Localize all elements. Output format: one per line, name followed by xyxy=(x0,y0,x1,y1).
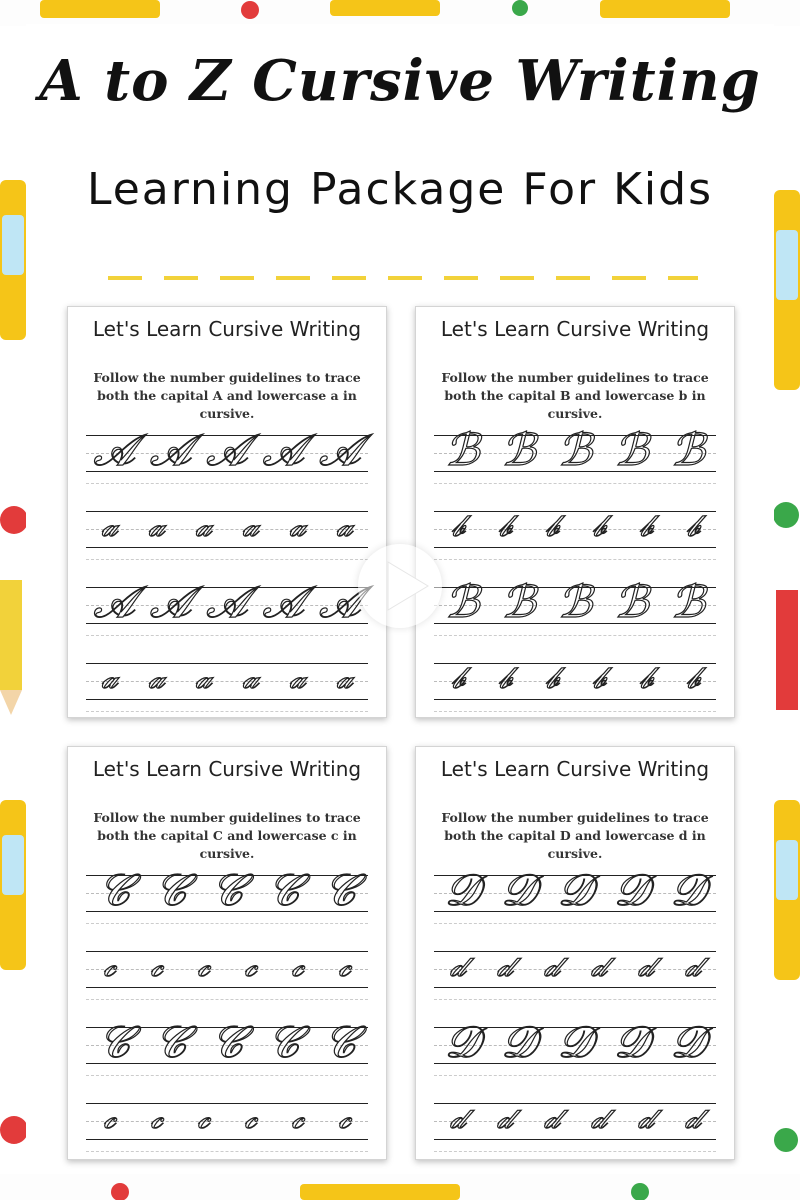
trace-letter[interactable]: 𝒜 xyxy=(93,577,135,628)
trace-letter[interactable]: 𝒞 xyxy=(267,865,300,916)
letter-group xyxy=(86,1095,368,1141)
trace-letter[interactable]: ℬ xyxy=(557,425,593,476)
trace-letter[interactable]: 𝒹 xyxy=(543,949,560,984)
trace-letter[interactable]: 𝒞 xyxy=(98,865,131,916)
tracing-rows xyxy=(416,417,734,718)
play-icon xyxy=(358,544,442,628)
trace-letter[interactable]: 𝒶 xyxy=(242,661,259,696)
trace-letter[interactable]: 𝒶 xyxy=(289,509,306,544)
letter-group xyxy=(86,943,368,989)
trace-letter[interactable]: 𝒟 xyxy=(670,1017,706,1068)
trace-letter[interactable]: ℬ xyxy=(614,577,649,628)
tracing-row xyxy=(416,493,734,569)
trace-letter[interactable]: 𝒟 xyxy=(670,865,706,916)
guide-line xyxy=(434,635,716,636)
trace-letter[interactable]: 𝒹 xyxy=(637,1101,654,1136)
trace-letter[interactable]: 𝒷 xyxy=(639,509,652,544)
trace-letter[interactable]: 𝒸 xyxy=(338,1101,351,1136)
trace-letter[interactable]: 𝒹 xyxy=(543,1101,560,1136)
worksheet-a[interactable] xyxy=(67,306,387,718)
trace-letter[interactable]: 𝒸 xyxy=(150,1101,163,1136)
guide-line xyxy=(86,1151,368,1152)
page-subtitle: Learning Package For Kids xyxy=(86,164,714,215)
guide-line xyxy=(434,1151,716,1152)
trace-letter[interactable]: ℬ xyxy=(444,425,480,476)
trace-letter[interactable]: 𝒷 xyxy=(451,661,464,696)
trace-letter[interactable]: 𝒸 xyxy=(150,949,163,984)
trace-letter[interactable]: 𝒹 xyxy=(684,1101,701,1136)
trace-letter[interactable]: 𝒷 xyxy=(545,661,558,696)
border-pattern-top xyxy=(0,0,800,26)
guide-line xyxy=(86,483,368,484)
letter-group xyxy=(434,1017,716,1068)
guide-line xyxy=(86,1075,368,1076)
trace-letter[interactable]: 𝒟 xyxy=(613,865,649,916)
trace-letter[interactable]: ℬ xyxy=(614,425,649,476)
guide-line xyxy=(86,711,368,712)
tracing-row xyxy=(416,645,734,718)
guide-line xyxy=(434,999,716,1000)
tracing-row xyxy=(68,645,386,718)
trace-letter[interactable]: 𝒷 xyxy=(451,509,464,544)
border-pattern-right xyxy=(774,0,800,1200)
worksheet-instruction: Follow the number guidelines to trace both the capital B and lowercase b in cursive. xyxy=(441,370,709,421)
tracing-row xyxy=(68,417,386,493)
trace-letter[interactable]: ℬ xyxy=(444,577,480,628)
trace-letter[interactable]: 𝒞 xyxy=(267,1017,300,1068)
worksheet-instruction: Follow the number guidelines to trace both the capital A and lowercase a in cursive. xyxy=(93,370,361,421)
letter-group xyxy=(434,425,716,476)
trace-letter[interactable]: 𝒞 xyxy=(323,865,356,916)
trace-letter[interactable]: 𝒟 xyxy=(444,1017,480,1068)
worksheet-instruction: Follow the number guidelines to trace both the capital D and lowercase d in cursive. xyxy=(441,810,709,861)
trace-letter[interactable]: 𝒞 xyxy=(154,1017,187,1068)
trace-letter[interactable]: 𝒶 xyxy=(336,661,353,696)
trace-letter[interactable]: 𝒶 xyxy=(148,661,165,696)
letter-group xyxy=(434,655,716,701)
trace-letter[interactable]: 𝒷 xyxy=(686,661,699,696)
trace-letter[interactable]: 𝒶 xyxy=(195,661,212,696)
guide-line xyxy=(86,923,368,924)
guide-line xyxy=(86,999,368,1000)
worksheet-d[interactable] xyxy=(415,746,735,1160)
trace-letter[interactable]: 𝒷 xyxy=(592,509,605,544)
letter-group xyxy=(434,865,716,916)
trace-letter[interactable]: 𝒟 xyxy=(557,1017,593,1068)
tracing-row xyxy=(416,933,734,1009)
worksheet-instruction: Follow the number guidelines to trace both the capital C and lowercase c in cursive. xyxy=(93,810,361,861)
trace-letter[interactable]: 𝒷 xyxy=(545,509,558,544)
worksheet-b[interactable] xyxy=(415,306,735,718)
tracing-rows xyxy=(416,857,734,1160)
trace-letter[interactable]: 𝒸 xyxy=(291,949,304,984)
trace-letter[interactable]: 𝒞 xyxy=(98,1017,131,1068)
trace-letter[interactable]: 𝒸 xyxy=(197,1101,210,1136)
trace-letter[interactable]: 𝒜 xyxy=(149,425,192,476)
trace-letter[interactable]: 𝒸 xyxy=(103,1101,116,1136)
tracing-row xyxy=(416,857,734,933)
trace-letter[interactable]: 𝒸 xyxy=(244,949,257,984)
trace-letter[interactable]: 𝒶 xyxy=(101,661,118,696)
trace-letter[interactable]: 𝒜 xyxy=(93,425,135,476)
trace-letter[interactable]: 𝒶 xyxy=(101,509,118,544)
trace-letter[interactable]: 𝒹 xyxy=(590,949,607,984)
letter-group xyxy=(86,577,368,628)
trace-letter[interactable]: ℬ xyxy=(670,577,706,628)
trace-letter[interactable]: 𝒸 xyxy=(244,1101,257,1136)
tracing-row xyxy=(68,1085,386,1160)
tracing-rows xyxy=(68,857,386,1160)
guide-line xyxy=(434,711,716,712)
trace-letter[interactable]: 𝒷 xyxy=(498,509,511,544)
trace-letter[interactable]: 𝒹 xyxy=(496,949,513,984)
trace-letter[interactable]: 𝒹 xyxy=(449,949,466,984)
tracing-rows xyxy=(68,417,386,718)
trace-letter[interactable]: 𝒶 xyxy=(195,509,212,544)
guide-line xyxy=(434,559,716,560)
trace-letter[interactable]: ℬ xyxy=(557,577,593,628)
letter-group xyxy=(434,503,716,549)
trace-letter[interactable]: 𝒞 xyxy=(210,865,244,916)
trace-letter[interactable]: 𝒜 xyxy=(318,425,361,476)
trace-letter[interactable]: 𝒹 xyxy=(590,1101,607,1136)
trace-letter[interactable]: 𝒶 xyxy=(289,661,306,696)
guide-line xyxy=(434,1075,716,1076)
tracing-row xyxy=(68,933,386,1009)
letter-group xyxy=(434,943,716,989)
guide-line xyxy=(86,635,368,636)
trace-letter[interactable]: ℬ xyxy=(670,425,706,476)
tracing-row xyxy=(416,1085,734,1160)
trace-letter[interactable]: 𝒜 xyxy=(318,577,361,628)
trace-letter[interactable]: 𝒜 xyxy=(262,577,305,628)
trace-letter[interactable]: 𝒸 xyxy=(197,949,210,984)
trace-letter[interactable]: 𝒸 xyxy=(338,949,351,984)
play-button[interactable] xyxy=(358,544,442,628)
trace-letter[interactable]: 𝒶 xyxy=(242,509,259,544)
trace-letter[interactable]: 𝒸 xyxy=(103,949,116,984)
trace-letter[interactable]: 𝒷 xyxy=(639,661,652,696)
tracing-row xyxy=(68,569,386,645)
worksheet-heading: Let's Learn Cursive Writing xyxy=(92,317,362,341)
tracing-row xyxy=(416,1009,734,1085)
border-pattern-left xyxy=(0,0,26,1200)
letter-group xyxy=(86,1017,368,1068)
trace-letter[interactable]: 𝒶 xyxy=(336,509,353,544)
yellow-dashed-divider xyxy=(108,274,698,282)
worksheet-c[interactable] xyxy=(67,746,387,1160)
letter-group xyxy=(86,655,368,701)
trace-letter[interactable]: 𝒞 xyxy=(323,1017,356,1068)
trace-letter[interactable]: 𝒜 xyxy=(149,577,192,628)
trace-letter[interactable]: 𝒟 xyxy=(501,1017,537,1068)
trace-letter[interactable]: 𝒟 xyxy=(613,1017,649,1068)
trace-letter[interactable]: 𝒷 xyxy=(498,661,511,696)
trace-letter[interactable]: 𝒜 xyxy=(206,577,248,628)
trace-letter[interactable]: ℬ xyxy=(501,425,536,476)
letter-group xyxy=(86,503,368,549)
page-title: A to Z Cursive Writing xyxy=(39,48,761,114)
trace-letter[interactable]: 𝒟 xyxy=(444,865,480,916)
guide-line xyxy=(434,483,716,484)
guide-line xyxy=(434,923,716,924)
worksheet-heading: Let's Learn Cursive Writing xyxy=(92,757,362,781)
tracing-row xyxy=(68,1009,386,1085)
guide-line xyxy=(86,559,368,560)
worksheet-heading: Let's Learn Cursive Writing xyxy=(440,757,710,781)
trace-letter[interactable]: 𝒹 xyxy=(684,949,701,984)
trace-letter[interactable]: 𝒟 xyxy=(557,865,593,916)
trace-letter[interactable]: 𝒹 xyxy=(496,1101,513,1136)
tracing-row xyxy=(416,417,734,493)
trace-letter[interactable]: 𝒷 xyxy=(592,661,605,696)
trace-letter[interactable]: 𝒷 xyxy=(686,509,699,544)
trace-letter[interactable]: 𝒹 xyxy=(449,1101,466,1136)
border-pattern-bottom xyxy=(0,1174,800,1200)
trace-letter[interactable]: 𝒞 xyxy=(210,1017,244,1068)
letter-group xyxy=(86,425,368,476)
trace-letter[interactable]: 𝒟 xyxy=(501,865,537,916)
tracing-row xyxy=(68,857,386,933)
letter-group xyxy=(434,1095,716,1141)
trace-letter[interactable]: 𝒜 xyxy=(206,425,248,476)
tracing-row xyxy=(416,569,734,645)
trace-letter[interactable]: 𝒹 xyxy=(637,949,654,984)
worksheet-heading: Let's Learn Cursive Writing xyxy=(440,317,710,341)
letter-group xyxy=(434,577,716,628)
trace-letter[interactable]: ℬ xyxy=(501,577,536,628)
trace-letter[interactable]: 𝒜 xyxy=(262,425,305,476)
tracing-row xyxy=(68,493,386,569)
trace-letter[interactable]: 𝒶 xyxy=(148,509,165,544)
trace-letter[interactable]: 𝒞 xyxy=(154,865,187,916)
letter-group xyxy=(86,865,368,916)
trace-letter[interactable]: 𝒸 xyxy=(291,1101,304,1136)
